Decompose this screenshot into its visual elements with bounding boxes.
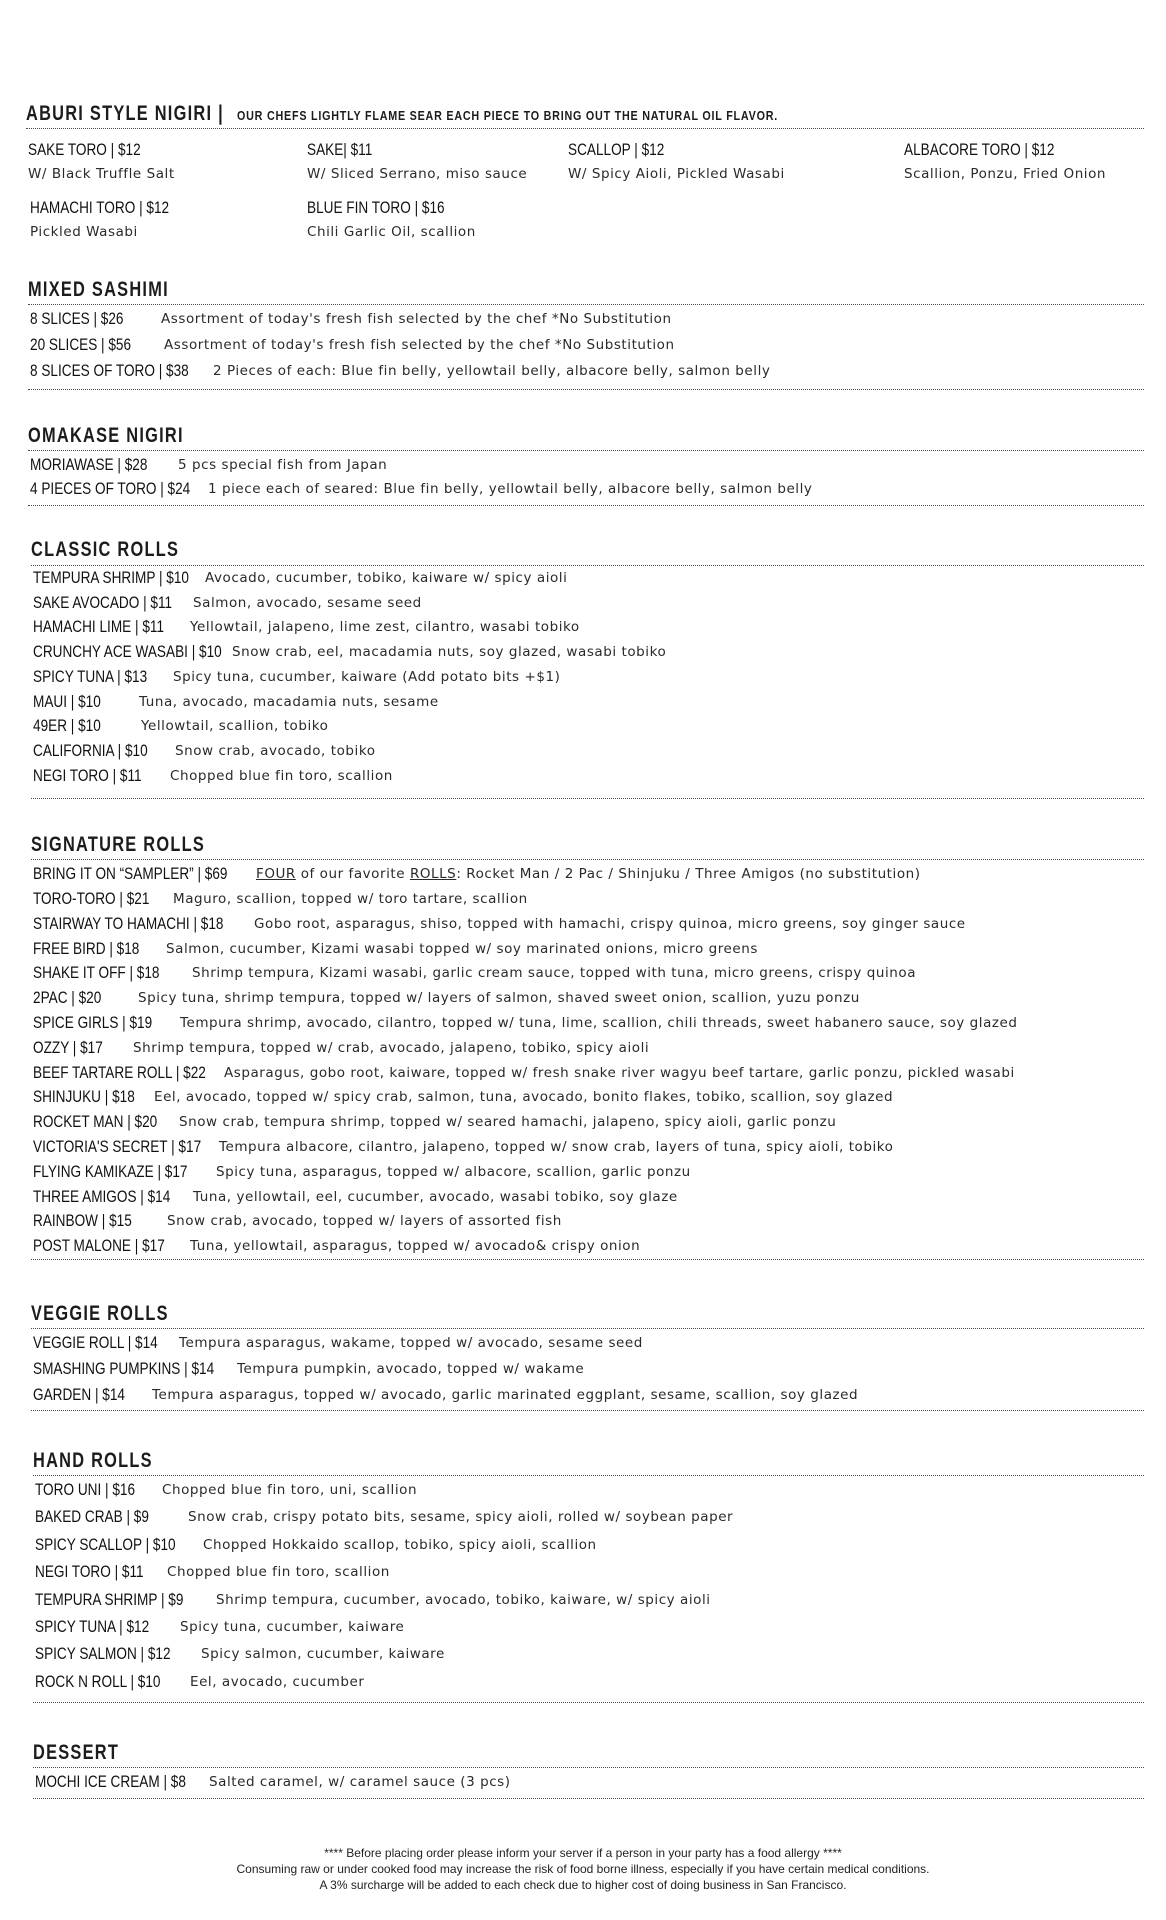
menu-item	[307, 198, 479, 240]
item-name: BRING IT ON “SAMPLER” | $69	[33, 864, 228, 883]
item-description: Yellowtail, jalapeno, lime zest, cilantro, wasabi tobiko	[190, 619, 580, 636]
section-title: MIXED SASHIMI	[28, 278, 169, 301]
item-name: FLYING KAMIKAZE | $17	[33, 1161, 188, 1181]
item-name: FREE BIRD | $18	[33, 938, 140, 958]
section-title: OMAKASE NIGIRI	[28, 424, 184, 447]
divider	[31, 565, 1144, 566]
menu-item	[35, 1507, 734, 1527]
item-name: SAKE AVOCADO | $11	[33, 592, 173, 612]
menu-item	[33, 1161, 691, 1182]
menu-item	[33, 716, 329, 736]
item-description: Chopped blue fin toro, uni, scallion	[162, 1482, 418, 1498]
menu-item	[33, 666, 561, 687]
item-name: SPICY SCALLOP | $10	[35, 1534, 176, 1554]
divider	[31, 1328, 1144, 1329]
menu-item	[33, 938, 758, 959]
menu-item	[307, 140, 527, 182]
item-name: SAKE TORO | $12	[28, 140, 141, 159]
section-title: ABURI STYLE NIGIRI |	[26, 102, 224, 125]
menu-item	[33, 1186, 678, 1207]
menu-item	[28, 140, 175, 182]
menu-item	[33, 1236, 641, 1256]
item-name: BEEF TARTARE ROLL | $22	[33, 1062, 206, 1082]
divider	[28, 450, 1144, 451]
menu-item	[33, 913, 966, 934]
divider	[33, 1798, 1144, 1799]
item-description: Gobo root, asparagus, shiso, topped with hamachi, crispy quinoa, micro greens, soy ginger sauce	[254, 915, 966, 932]
item-description: Spicy tuna, cucumber, kaiware	[180, 1619, 405, 1635]
item-description: Tuna, yellowtail, asparagus, topped w/ avocado& crispy onion	[190, 1238, 641, 1255]
item-description: Maguro, scallion, topped w/ toro tartare, scallion	[173, 891, 528, 907]
item-name: SAKE| $11	[307, 140, 373, 159]
item-description: Tempura albacore, cilantro, jalapeno, topped w/ snow crab, layers of tuna, spicy aioli, tobiko	[219, 1139, 894, 1155]
menu-item	[33, 568, 568, 588]
menu-item	[33, 691, 439, 712]
section-title: SIGNATURE ROLLS	[31, 833, 206, 856]
item-name: SHAKE IT OFF | $18	[33, 963, 160, 983]
item-name: OZZY | $17	[33, 1037, 103, 1057]
mixed-sashimi-header	[28, 278, 209, 302]
menu-item	[30, 198, 204, 240]
divider	[31, 1410, 1144, 1411]
item-name: NEGI TORO | $11	[35, 1562, 144, 1582]
menu-item	[33, 1137, 894, 1157]
item-description: Chopped blue fin toro, scallion	[170, 767, 393, 784]
hand-rolls-header	[33, 1449, 187, 1473]
footer-notice	[0, 1845, 1166, 1893]
item-description: Asparagus, gobo root, kaiware, topped w/ fresh snake river wagyu beef tartare, garlic ponzu, pickled wasabi	[224, 1064, 1015, 1081]
menu-item	[33, 740, 376, 761]
menu-item	[35, 1772, 511, 1792]
item-name: MORIAWASE | $28	[30, 455, 148, 474]
item-description: Tempura pumpkin, avocado, topped w/ wakame	[237, 1361, 585, 1377]
item-description: Chopped blue fin toro, scallion	[167, 1564, 390, 1581]
item-description: Eel, avocado, topped w/ spicy crab, salmon, tuna, avocado, bonito flakes, tobiko, scallion, soy glazed	[154, 1089, 894, 1106]
item-description: W/ Sliced Serrano, miso sauce	[307, 166, 528, 182]
menu-item	[33, 765, 393, 786]
menu-item	[35, 1534, 597, 1555]
menu-item	[33, 963, 917, 983]
item-name: SPICY TUNA | $12	[35, 1617, 150, 1636]
item-description: Shrimp tempura, Kizami wasabi, garlic cream sauce, topped with tuna, micro greens, crispy quinoa	[192, 965, 917, 982]
menu-item	[33, 617, 580, 637]
item-description: W/ Spicy Aioli, Pickled Wasabi	[568, 166, 785, 182]
menu-item	[35, 1644, 445, 1664]
item-name: 4 PIECES OF TORO | $24	[30, 479, 191, 498]
divider	[33, 1767, 1144, 1768]
menu-item	[30, 455, 388, 475]
sampler-mid: of our favorite	[295, 866, 410, 882]
menu-item	[35, 1480, 418, 1500]
item-name: ROCKET MAN | $20	[33, 1112, 158, 1132]
item-name: MAUI | $10	[33, 691, 101, 711]
menu-item	[33, 592, 422, 613]
divider	[28, 505, 1144, 506]
item-description: 5 pcs special fish from Japan	[178, 457, 388, 473]
item-description: Spicy salmon, cucumber, kaiware	[201, 1646, 445, 1663]
item-description: Tempura asparagus, wakame, topped w/ avocado, sesame seed	[179, 1335, 643, 1351]
classic-rolls-header	[31, 538, 221, 562]
item-name: 8 SLICES | $26	[30, 309, 124, 328]
item-description: Scallion, Ponzu, Fried Onion	[904, 166, 1107, 182]
section-title: HAND ROLLS	[33, 1449, 153, 1472]
item-description: Assortment of today's fresh fish selected by the chef *No Substitution	[161, 311, 672, 327]
omakase-header	[28, 424, 228, 448]
sampler-four: FOUR	[256, 866, 296, 882]
divider	[28, 389, 1144, 390]
item-name: STAIRWAY TO HAMACHI | $18	[33, 913, 224, 933]
item-description: Yellowtail, scallion, tobiko	[141, 718, 329, 735]
item-name: TORO UNI | $16	[35, 1480, 136, 1499]
menu-item	[30, 335, 675, 355]
menu-item	[33, 889, 528, 909]
item-name: TEMPURA SHRIMP | $9	[35, 1589, 184, 1609]
item-description	[256, 866, 921, 882]
menu-item	[904, 140, 1106, 182]
item-name: VICTORIA'S SECRET | $17	[33, 1137, 202, 1156]
item-description: Chili Garlic Oil, scallion	[307, 224, 476, 240]
item-name: ROCK N ROLL | $10	[35, 1671, 161, 1691]
menu-item	[33, 1013, 1018, 1033]
menu-item	[30, 309, 672, 329]
divider	[31, 798, 1144, 799]
menu-item	[35, 1617, 405, 1637]
item-name: BAKED CRAB | $9	[35, 1507, 149, 1527]
aburi-header	[26, 102, 779, 126]
item-description: Shrimp tempura, topped w/ crab, avocado, jalapeno, tobiko, spicy aioli	[133, 1039, 650, 1056]
item-description: Spicy tuna, cucumber, kaiware (Add potato bits +$1)	[173, 668, 561, 685]
item-description: Salted caramel, w/ caramel sauce (3 pcs)	[209, 1774, 511, 1790]
item-description: Salmon, cucumber, Kizami wasabi topped w/ soy marinated onions, micro greens	[166, 940, 758, 957]
signature-rolls-header	[31, 833, 254, 857]
item-description: Tempura asparagus, topped w/ avocado, garlic marinated eggplant, sesame, scallion, soy glazed	[152, 1387, 859, 1403]
item-description: W/ Black Truffle Salt	[28, 166, 175, 182]
item-name: HAMACHI TORO | $12	[30, 198, 170, 217]
section-subtitle: OUR CHEFS LIGHTLY FLAME SEAR EACH PIECE TO BRING OUT THE NATURAL OIL FLAVOR.	[237, 109, 779, 123]
menu-item	[33, 1087, 894, 1107]
menu-item	[33, 1062, 1015, 1083]
section-title: CLASSIC ROLLS	[31, 538, 180, 561]
menu-item	[33, 988, 860, 1008]
item-name: SMASHING PUMPKINS | $14	[33, 1359, 215, 1378]
item-name: THREE AMIGOS | $14	[33, 1186, 171, 1206]
item-name: SPICE GIRLS | $19	[33, 1013, 153, 1032]
menu-item	[35, 1589, 711, 1610]
menu-item	[33, 1385, 859, 1405]
item-description: Tuna, yellowtail, eel, cucumber, avocado, wasabi tobiko, soy glaze	[193, 1188, 678, 1205]
item-name: NEGI TORO | $11	[33, 765, 142, 785]
menu-item	[33, 1112, 837, 1132]
raw-food-warning: Consuming raw or under cooked food may increase the risk of food borne illness, especially if you have certain medical conditions.	[236, 1862, 930, 1876]
item-name: CRUNCHY ACE WASABI | $10	[33, 642, 222, 662]
item-description: Eel, avocado, cucumber	[190, 1673, 365, 1690]
item-name: 8 SLICES OF TORO | $38	[30, 361, 189, 380]
item-name: POST MALONE | $17	[33, 1236, 165, 1256]
item-description: Salmon, avocado, sesame seed	[193, 594, 422, 611]
divider	[33, 1475, 1144, 1476]
divider	[33, 1702, 1144, 1703]
item-name: RAINBOW | $15	[33, 1211, 132, 1231]
item-name: SPICY TUNA | $13	[33, 666, 148, 686]
sampler-item	[33, 864, 921, 884]
dessert-header	[33, 1741, 143, 1765]
item-name: ALBACORE TORO | $12	[904, 140, 1055, 159]
menu-item	[35, 1671, 365, 1692]
item-description: Shrimp tempura, cucumber, avocado, tobiko, kaiware, w/ spicy aioli	[216, 1591, 711, 1608]
item-name: 20 SLICES | $56	[30, 335, 132, 354]
menu-item	[30, 361, 771, 381]
item-name: BLUE FIN TORO | $16	[307, 198, 445, 217]
section-title: VEGGIE ROLLS	[31, 1302, 169, 1325]
veggie-rolls-header	[31, 1302, 208, 1326]
sampler-rolls: ROLLS	[409, 866, 457, 882]
item-name: TORO-TORO | $21	[33, 889, 150, 908]
item-description: Snow crab, eel, macadamia nuts, soy glazed, wasabi tobiko	[232, 644, 667, 661]
item-description: 1 piece each of seared: Blue fin belly, yellowtail belly, albacore belly, salmon belly	[208, 481, 813, 497]
sampler-rest: : Rocket Man / 2 Pac / Shinjuku / Three Amigos (no substitution)	[456, 866, 921, 882]
menu-item	[33, 1211, 562, 1231]
item-description: Snow crab, crispy potato bits, sesame, spicy aioli, rolled w/ soybean paper	[188, 1509, 734, 1526]
item-name: 2PAC | $20	[33, 988, 102, 1008]
item-description: Tuna, avocado, macadamia nuts, sesame	[139, 693, 439, 710]
menu-item	[568, 140, 785, 182]
item-name: SPICY SALMON | $12	[35, 1644, 171, 1664]
item-name: SCALLOP | $12	[568, 140, 665, 159]
divider	[26, 128, 1144, 129]
item-description: Snow crab, avocado, tobiko	[175, 742, 376, 759]
section-title: DESSERT	[33, 1741, 120, 1764]
item-name: TEMPURA SHRIMP | $10	[33, 568, 189, 587]
item-description: Chopped Hokkaido scallop, tobiko, spicy aioli, scallion	[203, 1536, 597, 1553]
item-description: Spicy tuna, shrimp tempura, topped w/ layers of salmon, shaved sweet onion, scallion, yuzu ponzu	[138, 990, 860, 1007]
item-name: GARDEN | $14	[33, 1385, 125, 1404]
item-description: Spicy tuna, asparagus, topped w/ albacore, scallion, garlic ponzu	[216, 1163, 691, 1180]
item-name: SHINJUKU | $18	[33, 1087, 135, 1107]
item-description: 2 Pieces of each: Blue fin belly, yellowtail belly, albacore belly, salmon belly	[213, 363, 771, 379]
menu-item	[33, 1037, 650, 1058]
allergy-notice: **** Before placing order please inform your server if a person in your party has a food allergy ****	[324, 1846, 842, 1860]
item-name: 49ER | $10	[33, 716, 101, 736]
menu-item	[33, 1359, 585, 1379]
divider	[31, 1259, 1144, 1260]
divider	[31, 859, 1144, 860]
item-description: Snow crab, tempura shrimp, topped w/ seared hamachi, jalapeno, spicy aioli, garlic ponzu	[179, 1114, 837, 1131]
item-name: VEGGIE ROLL | $14	[33, 1333, 158, 1352]
item-description: Avocado, cucumber, tobiko, kaiware w/ spicy aioli	[205, 570, 568, 586]
item-description: Assortment of today's fresh fish selected by the chef *No Substitution	[164, 337, 675, 353]
menu-item	[30, 479, 813, 499]
menu-item	[33, 642, 667, 662]
item-name: HAMACHI LIME | $11	[33, 617, 165, 637]
surcharge-notice: A 3% surcharge will be added to each check due to higher cost of doing business in San Francisco.	[319, 1878, 847, 1892]
menu-item	[35, 1562, 390, 1582]
divider	[28, 304, 1144, 305]
item-name: MOCHI ICE CREAM | $8	[35, 1772, 186, 1791]
item-description: Snow crab, avocado, topped w/ layers of assorted fish	[167, 1213, 562, 1230]
item-description: Pickled Wasabi	[30, 224, 138, 240]
menu-item	[33, 1333, 643, 1353]
item-name: CALIFORNIA | $10	[33, 740, 148, 760]
item-description: Tempura shrimp, avocado, cilantro, topped w/ tuna, lime, scallion, chili threads, sweet habanero sauce, soy glazed	[180, 1015, 1018, 1031]
